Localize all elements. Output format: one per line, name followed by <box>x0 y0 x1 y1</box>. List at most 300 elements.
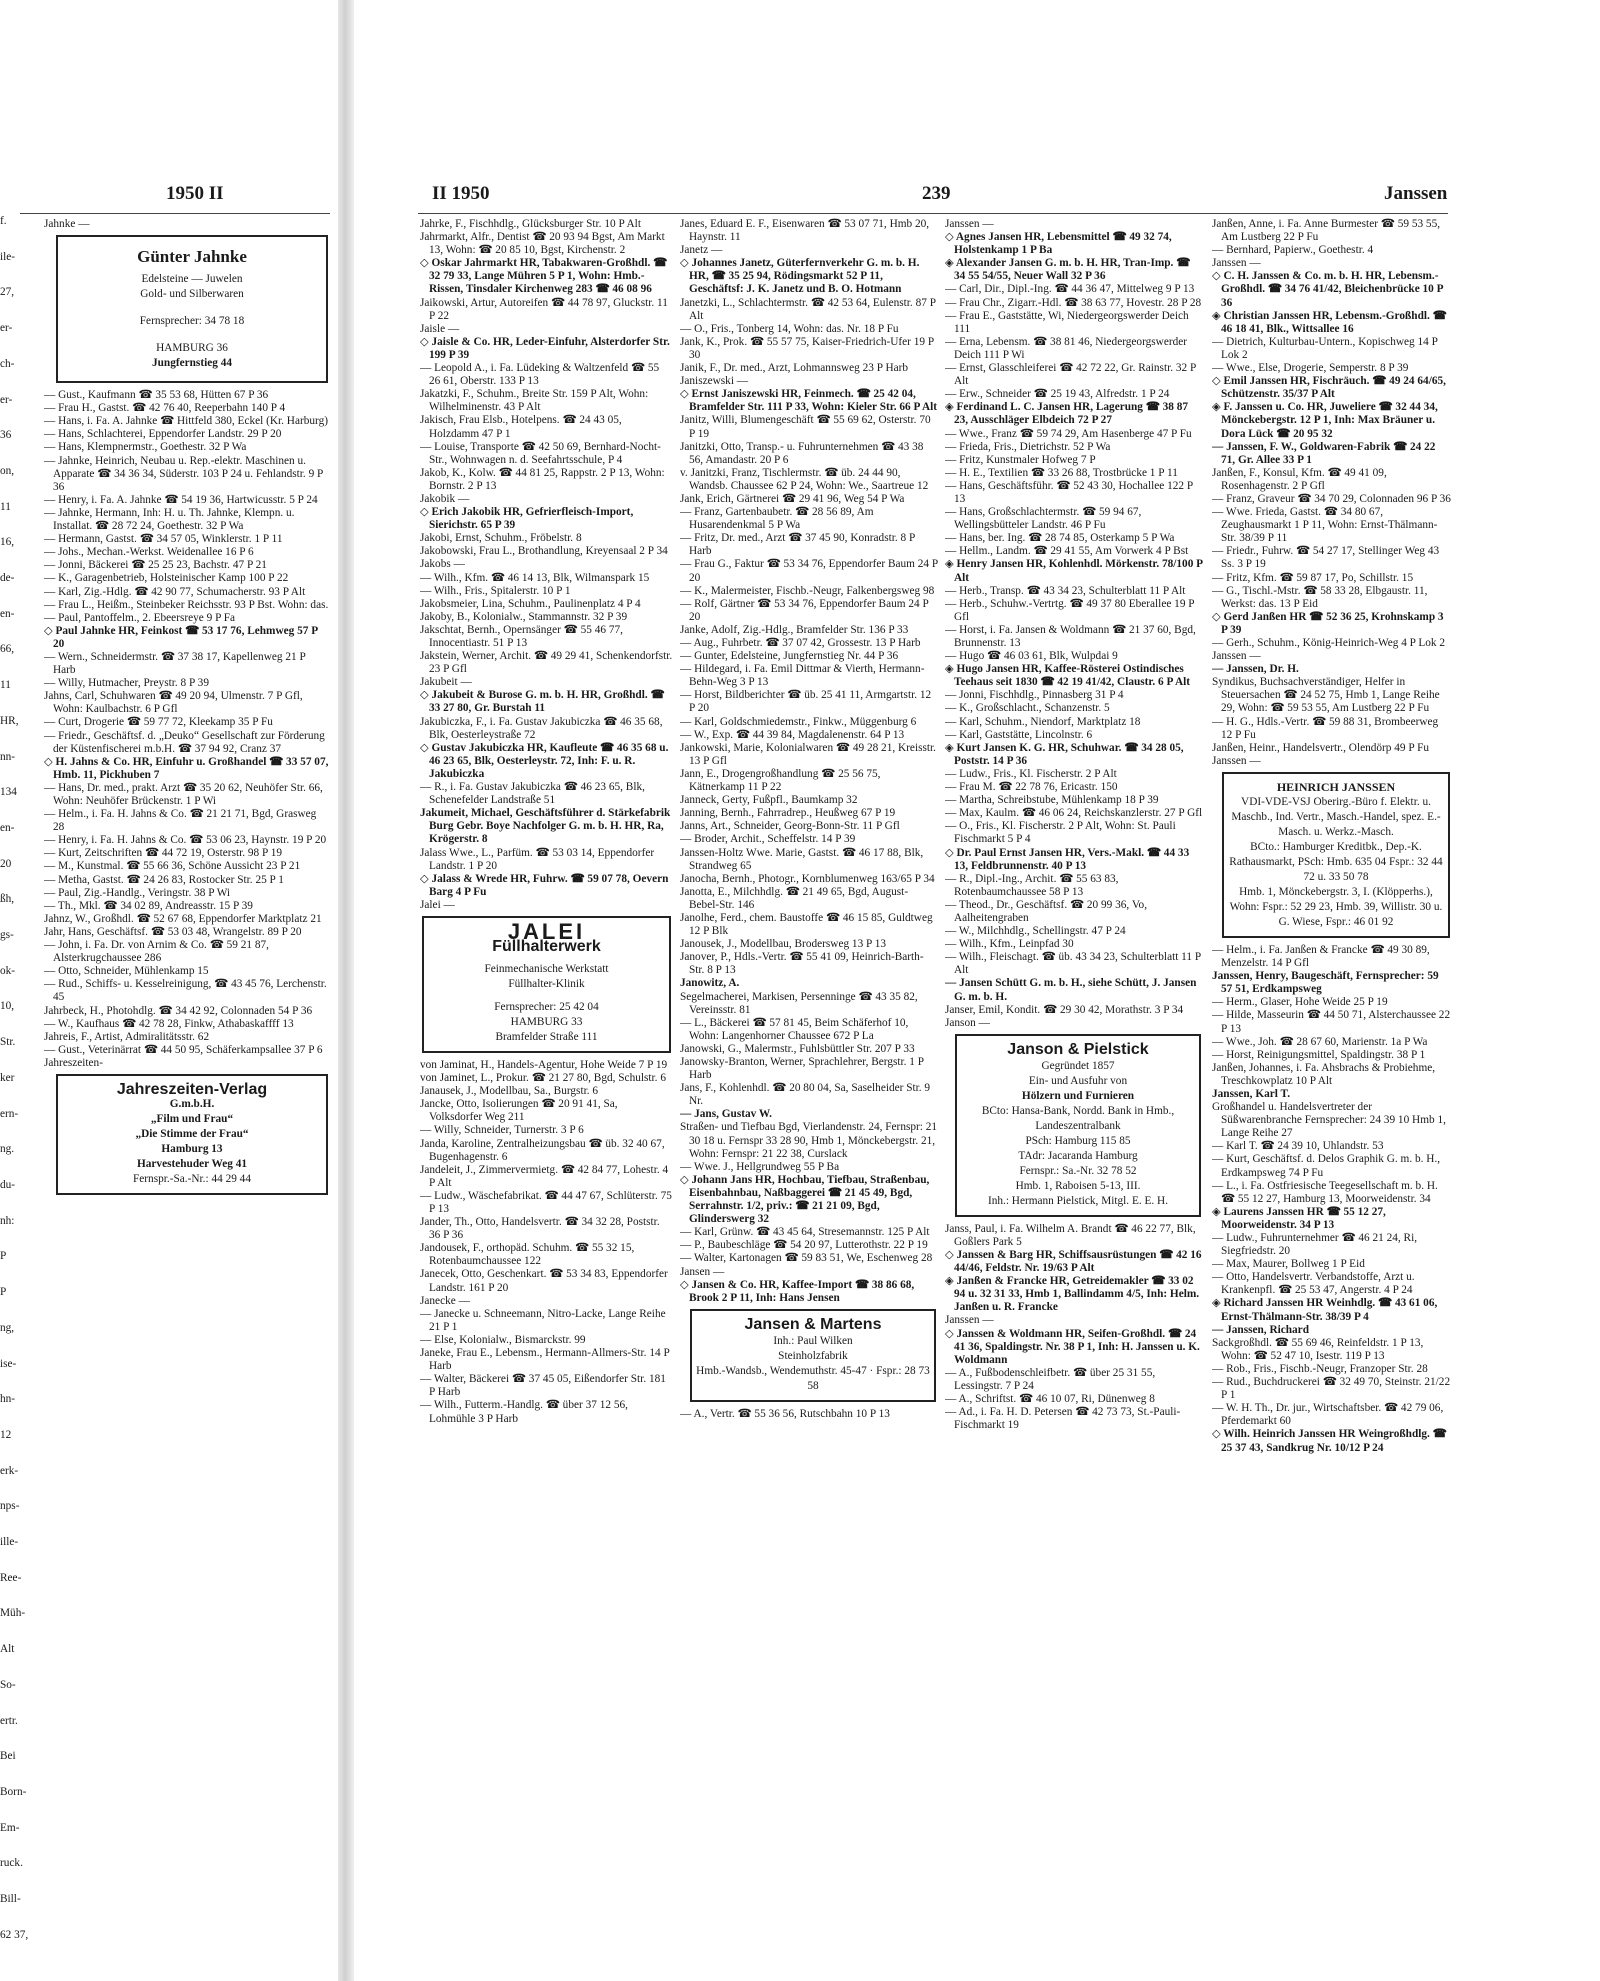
directory-entry: — Janssen, Dr. H. <box>1212 663 1299 676</box>
edge-fragment: ng. <box>0 1143 15 1156</box>
directory-entry: Jahns, Carl, Schuhwaren ☎ 49 20 94, Ulmenstr. 7 P Gfl, Wohn: Kaulbachstr. 6 P Gfl <box>44 690 303 716</box>
ad-line: BCto.: Hamburger Kreditbk., Dep.-K. Rathausmarkt, PSch: Hmb. 635 04 Fspr.: 32 44 72 u. 33 50 78 <box>1229 840 1443 883</box>
ad-title: HEINRICH JANSSEN <box>1276 779 1396 794</box>
directory-entry: ◇ Gustav Jakubiczka HR, Kaufleute ☎ 46 35 68 u. 46 23 65, Blk, Oesterleystr. 72, Inh: F. u. R. Jakubiczka <box>420 741 669 780</box>
edge-fragment: en- <box>0 607 15 620</box>
directory-entry: — Louise, Transporte ☎ 42 50 69, Bernhard-Nocht-Str., Wohnwagen n. d. Seefahrtsschule, P 4 <box>420 440 661 466</box>
ad-city: Hamburg 13 <box>161 1142 223 1155</box>
directory-entry: — Frau G., Faktur ☎ 53 34 76, Eppendorfer Baum 24 P 20 <box>680 558 938 584</box>
edge-fragment: P <box>0 1250 7 1263</box>
directory-entry: Jancke, Otto, Isolierungen ☎ 20 91 41, Sa, Volksdorfer Weg 211 <box>420 1098 618 1124</box>
directory-entry: Janßen, Heinr., Handelsvertr., Olendörp 49 P Fu <box>1212 741 1430 754</box>
ad-city: HAMBURG 33 <box>510 1015 583 1028</box>
ad-line: „Film und Frau“ <box>150 1112 234 1125</box>
directory-entry: Janssen, Karl T. <box>1212 1087 1291 1100</box>
edge-fragment: 62 37, <box>0 1928 29 1941</box>
directory-entry: Janowitz, A. <box>680 977 740 990</box>
ad-phone: Fernsprecher: 34 78 18 <box>139 315 245 328</box>
edge-fragment: ßh, <box>0 893 15 906</box>
directory-entry: Jalass Wwe., L., Parfüm. ☎ 53 03 14, Eppendorfer Landstr. 1 P 20 <box>420 846 655 872</box>
edge-fragment: 66, <box>0 643 15 656</box>
ad-city: HAMBURG 36 <box>156 342 228 355</box>
directory-entry: — Wilh., Fleischagt. ☎ üb. 43 34 23, Schulterblatt 11 P Alt <box>945 951 1201 977</box>
directory-entry: ◇ Jaisle & Co. HR, Leder-Einfuhr, Alsterdorfer Str. 199 P 39 <box>420 335 670 361</box>
right-header-right: Janssen <box>1384 183 1448 204</box>
ad-title: Jansen & Martens <box>744 1315 882 1333</box>
directory-entry: — Wilh., Kfm., Leinpfad 30 <box>945 938 1074 951</box>
directory-entry: Jahrke, F., Fischhdlg., Glücksburger Str. 10 P Alt <box>420 218 641 230</box>
directory-entry: — Hans, Klempnermstr., Goethestr. 32 P Wa <box>44 441 247 454</box>
directory-entry: — Frau M. ☎ 22 78 76, Ericastr. 150 <box>945 781 1118 794</box>
edge-fragment: 27, <box>0 286 15 299</box>
column-2-entries <box>680 218 938 1305</box>
edge-fragment: gs- <box>0 929 14 942</box>
directory-entry: ◈ Alexander Jansen G. m. b. H. HR, Tran-Imp. ☎ 34 55 54/55, Neuer Wall 32 P 36 <box>945 257 1191 283</box>
column-4 <box>1212 218 1452 1968</box>
directory-entry: Jakobsmeier, Lina, Schuhm., Paulinenplatz 4 P 4 <box>420 597 641 610</box>
directory-entry: — K., Großschlacht., Schanzenstr. 5 <box>945 702 1110 715</box>
directory-entry: Jahreszeiten- <box>44 1056 103 1069</box>
directory-entry: — Broder, Archit., Scheffelstr. 14 P 39 <box>680 833 856 846</box>
directory-entry: Jakobowski, Frau L., Brothandlung, Kreyensaal 2 P 34 <box>420 545 668 558</box>
directory-entry: Janssen, Henry, Baugeschäft, Fernsprecher: 59 57 51, Erdkampsweg <box>1212 970 1439 996</box>
directory-entry: ◈ F. Janssen u. Co. HR, Juweliere ☎ 32 44 34, Mönckebergstr. 12 P 1, Inh: Max Bräuner u. Dora Lück ☎ 20 95 32 <box>1212 401 1438 440</box>
directory-entry: — A., Schriftst. ☎ 46 10 07, Ri, Dünenweg 8 <box>945 1393 1155 1406</box>
edge-fragment: 16, <box>0 536 15 549</box>
edge-fragment: hn- <box>0 1393 16 1406</box>
ad-title: Jahreszeiten-Verlag <box>116 1080 268 1098</box>
ad-jansen-martens <box>690 1309 936 1402</box>
directory-entry: — Frau L., Heißm., Steinbeker Reichsstr. 93 P Bst. Wohn: das. <box>44 598 329 611</box>
directory-entry: ◇ Wilh. Heinrich Janssen HR Weingroßhdlg. ☎ 25 37 43, Sandkrug Nr. 10/12 P 24 <box>1212 1428 1447 1454</box>
directory-entry: — Frau H., Gastst. ☎ 42 76 40, Reeperbahn 140 P 4 <box>44 402 286 415</box>
directory-entry: — W., Kaufhaus ☎ 42 78 28, Finkw, Athabaskaffff 13 <box>44 1017 294 1030</box>
directory-entry: ◇ Oskar Jahrmarkt HR, Tabakwaren-Großhdl. ☎ 32 79 33, Lange Mühren 5 P 1, Wohn: Hmb.-Rissen, Tinsdaler Kirchenweg 283 ☎ 46 08 96 <box>420 257 668 296</box>
directory-entry: ◇ Johann Jans HR, Hochbau, Tiefbau, Straßenbau, Eisenbahnbau, Naßbaggerei ☎ 21 45 49, Bgd, Serrahnstr. 1/2, priv.: ☎ 21 21 09, Bgd, Glinderswerg 32 <box>680 1173 930 1226</box>
directory-entry: Jank, K., Prok. ☎ 55 57 75, Kaiser-Friedrich-Ufer 19 P 30 <box>680 335 934 361</box>
directory-entry: — Gerh., Schuhm., König-Heinrich-Weg 4 P Lok 2 <box>1212 637 1446 649</box>
directory-entry: — Curt, Drogerie ☎ 59 77 72, Kleekamp 35 P Fu <box>44 716 273 729</box>
directory-entry: — Jans, Gustav W. <box>680 1108 772 1121</box>
directory-entry: — Hellm., Landm. ☎ 29 41 55, Am Vorwerk 4 P Bst <box>945 545 1189 558</box>
directory-entry: — Henry, i. Fa. H. Jahns & Co. ☎ 53 06 23, Haynstr. 19 P 20 <box>44 834 327 847</box>
directory-entry: Großhandel u. Handelsvertreter der Süßwarenbranche Fernsprecher: 24 39 10 Hmb 1, Lange Reihe 27 <box>1212 1101 1446 1140</box>
directory-entry: Jahr, Hans, Geschäftsf. ☎ 53 03 48, Wrangelstr. 89 P 20 <box>44 925 302 938</box>
edge-fragment: Bill- <box>0 1893 21 1906</box>
directory-entry: — Hans, Geschäftsführ. ☎ 52 43 30, Hochallee 122 P 13 <box>945 479 1193 505</box>
left-page-header: 1950 II <box>166 183 224 204</box>
ad-line: Inh.: Paul Wilken <box>773 1334 853 1347</box>
ad-street: Harvestehuder Weg 41 <box>136 1157 248 1170</box>
edge-fragment: nh: <box>0 1214 15 1227</box>
directory-entry: — Ludw., Wäschefabrikat. ☎ 44 47 67, Schlüterstr. 75 P 13 <box>420 1189 672 1215</box>
directory-entry: Janßen, Johannes, i. Fa. Ahsbrachs & Probiehme, Treschkowplatz 10 P Alt <box>1212 1061 1436 1087</box>
directory-entry: ◈ Laurens Janssen HR ☎ 55 12 27, Moorweidenstr. 34 P 13 <box>1212 1205 1386 1231</box>
column-1-entries-b <box>420 1059 673 1426</box>
ad-line: Edelsteine — Juwelen <box>141 273 243 286</box>
directory-entry: ◇ C. H. Janssen & Co. m. b. H. HR, Lebensm.-Großhdl. ☎ 34 76 41/42, Bleichenbrücke 10 P 36 <box>1212 270 1443 309</box>
directory-entry: Jalei — <box>420 898 455 911</box>
directory-entry: — Hildegard, i. Fa. Emil Dittmar & Vierth, Hermann-Behn-Weg 3 P 13 <box>680 663 925 689</box>
directory-entry: Jans, F., Kohlenhdl. ☎ 20 80 04, Sa, Saselheider Str. 9 Nr. <box>680 1082 931 1108</box>
directory-entry: — Hermann, Gastst. ☎ 34 57 05, Winklerstr. 1 P 11 <box>44 533 283 546</box>
directory-entry: — Gust., Kaufmann ☎ 35 53 68, Hütten 67 P 36 <box>44 389 269 402</box>
directory-entry: ◇ Jansen & Co. HR, Kaffee-Import ☎ 38 86 68, Brook 2 P 11, Inh: Hans Jensen <box>680 1278 915 1304</box>
directory-entry: — Wern., Schneidermstr. ☎ 37 38 17, Kapellenweg 21 P Harb <box>44 650 306 677</box>
edge-fragment: en- <box>0 821 15 834</box>
directory-entry: ◈ Christian Janssen HR, Lebensm.-Großhdl. ☎ 46 18 41, Blk., Wittsallee 16 <box>1212 309 1447 335</box>
ad-line: Feinmechanische Werkstatt <box>484 962 609 975</box>
ad-line: G.m.b.H. <box>169 1097 215 1110</box>
directory-entry: Janssen — <box>945 218 994 230</box>
directory-entry: — Hans, Dr. med., prakt. Arzt ☎ 35 20 62, Neuhöfer Str. 66, Wohn: Neuhöfer Brückenstr. 1 P Wi <box>44 781 323 807</box>
directory-entry: ◇ Gerd Janßen HR ☎ 52 36 25, Krohnskamp 3 P 39 <box>1212 610 1444 636</box>
directory-entry: — Jonni, Bäckerei ☎ 25 25 23, Bachstr. 47 P 21 <box>44 559 267 572</box>
directory-entry: ◇ Jalass & Wrede HR, Fuhrw. ☎ 59 07 78, Oevern Barg 4 P Fu <box>420 872 669 898</box>
directory-entry: — Horst, i. Fa. Jansen & Woldmann ☎ 21 37 60, Bgd, Brunnenstr. 13 <box>945 623 1196 649</box>
column-1-entries <box>420 218 673 912</box>
directory-entry: — Paul, Zig.-Handlg., Veringstr. 38 P Wi <box>44 886 231 899</box>
directory-entry: — Karl, Goldschmiedemstr., Finkw., Müggenburg 6 <box>680 715 917 728</box>
edge-fragment: f. <box>0 215 7 227</box>
directory-entry: — Wwe., Else, Drogerie, Semperstr. 8 P 39 <box>1212 362 1409 375</box>
ad-line: „Die Stimme der Frau“ <box>135 1127 249 1140</box>
directory-entry: Jakubiczka, F., i. Fa. Gustav Jakubiczka ☎ 46 35 68, Blk, Oesterleystraße 72 <box>420 715 663 741</box>
directory-entry: Jahrmarkt, Alfr., Dentist ☎ 20 93 94 Bgst, Am Markt 13, Wohn: ☎ 20 85 10, Bgst, Kirchenstr. 2 <box>420 231 665 257</box>
ad-street: Jungfernstieg 44 <box>151 357 233 370</box>
directory-entry: Janssen — <box>1212 650 1261 663</box>
directory-entry: — Aug., Fuhrbetr. ☎ 37 07 42, Grossestr. 13 P Harb <box>680 637 921 649</box>
edge-fragment: ok- <box>0 964 16 977</box>
left-column <box>44 218 330 1968</box>
directory-entry: — R., i. Fa. Gustav Jakubiczka ☎ 46 23 65, Blk, Schenefelder Landstraße 51 <box>420 781 645 807</box>
directory-entry: — H. E., Textilien ☎ 33 26 88, Trostbrücke 1 P 11 <box>945 466 1178 479</box>
ad-line: Inh.: Hermann Pielstick, Mitgl. E. E. H. <box>987 1194 1169 1207</box>
directory-entry: — Max, Maurer, Bollweg 1 P Eid <box>1212 1258 1365 1271</box>
edge-fragment: 36 <box>0 429 12 442</box>
directory-entry: — Max, Kaulm. ☎ 46 06 24, Reichskanzlerstr. 27 P Gfl <box>945 807 1203 820</box>
directory-entry: Janotta, E., Milchhdlg. ☎ 21 49 65, Bgd, August-Bebel-Str. 146 <box>680 885 909 911</box>
directory-entry: — Paul, Pantoffelm., 2. Ebeersreye 9 P Fa <box>44 611 236 624</box>
directory-entry: Janolhe, Ferd., chem. Baustoffe ☎ 46 15 85, Guldtweg 12 P Blk <box>680 911 933 938</box>
edge-fragment: P <box>0 1286 7 1299</box>
edge-fragment: HR, <box>0 714 19 727</box>
edge-fragment: 11 <box>0 500 11 513</box>
directory-entry: — Janssen, F. W., Goldwaren-Fabrik ☎ 24 22 71, Gr. Allee 33 P 1 <box>1212 440 1436 466</box>
directory-entry: Jankowski, Marie, Kolonialwaren ☎ 49 28 21, Kreisstr. 13 P Gfl <box>680 741 936 767</box>
directory-entry: — Martha, Schreibstube, Mühlenkamp 18 P 39 <box>945 794 1159 807</box>
directory-entry: — Walter, Kartonagen ☎ 59 83 51, We, Eschenweg 28 <box>680 1252 933 1265</box>
directory-entry: — Rud., Buchdruckerei ☎ 32 49 70, Steinstr. 21/22 P 1 <box>1212 1376 1451 1402</box>
directory-entry: — Gust., Veterinärrat ☎ 44 50 95, Schäferkampsallee 37 P 6 <box>44 1043 323 1056</box>
directory-entry: ◈ Ferdinand L. C. Jansen HR, Lagerung ☎ 38 87 23, Ausschläger Elbdeich 72 P 27 <box>945 401 1189 427</box>
directory-entry: — Ludw., Fris., Kl. Fischerstr. 2 P Alt <box>945 767 1117 780</box>
edge-fragment: 20 <box>0 857 12 870</box>
edge-fragment: 10, <box>0 1000 15 1013</box>
directory-entry: — Frieda, Fris., Dietrichstr. 52 P Wa <box>945 440 1111 453</box>
directory-entry: — Hugo ☎ 46 03 61, Blk, Wulpdai 9 <box>945 650 1118 663</box>
ad-street: Bramfelder Straße 111 <box>495 1030 598 1043</box>
directory-entry: — Wwe. Frieda, Gastst. ☎ 34 80 67, Zeughausmarkt 1 P 11, Wohn: Ernst-Thälmann-Str. 38/39 P 11 <box>1212 506 1438 545</box>
directory-entry: — Wilh., Futterm.-Handlg. ☎ über 37 12 56, Lohmühle 3 P Harb <box>420 1399 628 1425</box>
ad-phone: Fernspr.: Sa.-Nr. 32 78 52 <box>1019 1164 1137 1177</box>
right-header-left: II 1950 <box>432 183 490 204</box>
directory-entry: Jakatzki, F., Schuhm., Breite Str. 159 P Alt, Wohn: Wilhelminenstr. 43 P Alt <box>420 388 649 414</box>
directory-entry: Janowski, G., Malermstr., Fuhlsbüttler Str. 207 P 33 <box>680 1042 915 1055</box>
directory-entry: — Herb., Schuhw.-Vertrtg. ☎ 49 37 80 Eberallee 19 P Gfl <box>945 597 1195 623</box>
directory-entry: — Franz, Graveur ☎ 34 70 29, Colonnaden 96 P 36 <box>1212 492 1451 505</box>
edge-fragment: Ree- <box>0 1571 22 1584</box>
edge-fragment: erk- <box>0 1464 19 1477</box>
directory-entry: — Hans, ber. Ing. ☎ 28 74 85, Osterkamp 5 P Wa <box>945 532 1175 545</box>
directory-entry: — Erw., Schneider ☎ 25 19 43, Alfredstr. 1 P 24 <box>945 388 1170 401</box>
edge-fragment: de- <box>0 572 15 585</box>
directory-entry: Janser, Emil, Kondit. ☎ 29 30 42, Morathstr. 3 P 34 <box>945 1003 1184 1016</box>
directory-entry: — O., Fris., Tonberg 14, Wohn: das. Nr. 18 P Fu <box>680 322 899 335</box>
directory-entry: Janecke — <box>420 1294 470 1307</box>
directory-entry: Jahreis, F., Artist, Admiralitätsstr. 62 <box>44 1030 210 1043</box>
directory-entry: ◇ Jakubeit & Burose G. m. b. H. HR, Großhdl. ☎ 33 27 80, Gr. Burstah 11 <box>420 689 665 715</box>
directory-entry: Jakstein, Werner, Archit. ☎ 49 29 41, Schenkendorfstr. 23 P Gfl <box>420 650 673 676</box>
ad-title: Janson & Pielstick <box>1007 1040 1149 1058</box>
directory-entry: — Ad., i. Fa. H. D. Petersen ☎ 42 73 73, St.-Pauli-Fischmarkt 19 <box>945 1406 1181 1432</box>
ad-phone: Fernsprecher: 25 42 04 <box>494 1000 599 1013</box>
directory-entry: — Wwe., Joh. ☎ 28 67 60, Marienstr. 1a P Wa <box>1212 1035 1428 1048</box>
directory-entry: — Wwe., Franz ☎ 59 74 29, Am Hasenberge 47 P Fu <box>945 427 1192 440</box>
directory-entry: — Herm., Glaser, Hohe Weide 25 P 19 <box>1212 996 1388 1009</box>
directory-entry: — M., Kunstmal. ☎ 55 66 36, Schöne Aussicht 23 P 21 <box>44 860 301 873</box>
edge-fragment: er- <box>0 322 13 335</box>
directory-entry: ◈ Kurt Jansen K. G. HR, Schuhwar. ☎ 34 28 05, Poststr. 14 P 36 <box>945 741 1184 767</box>
directory-entry: Jahnz, W., Großhdl. ☎ 52 67 68, Eppendorfer Marktplatz 21 <box>44 912 322 925</box>
directory-entry: ◈ Henry Jansen HR, Kohlenhdl. Mörkenstr. 78/100 P Alt <box>945 558 1203 584</box>
left-edge-fragments <box>0 215 40 1964</box>
directory-entry: ◇ Paul Jahnke HR, Feinkost ☎ 53 17 76, Lehmweg 57 P 20 <box>44 624 318 650</box>
directory-entry: — K., Garagenbetrieb, Holsteinischer Kamp 100 P 22 <box>44 572 289 585</box>
ad-line: PSch: Hamburg 115 85 <box>1025 1134 1131 1147</box>
directory-entry: — Rolf, Gärtner ☎ 53 34 76, Eppendorfer Baum 24 P 20 <box>680 597 929 623</box>
directory-entry: ◈ Janßen & Francke HR, Getreidemakler ☎ 33 02 94 u. 32 31 33, Hmb 1, Ballindamm 4/5, Inh: Helm. Janßen u. R. Francke <box>945 1275 1200 1314</box>
directory-entry: — Janecke u. Schneemann, Nitro-Lacke, Lange Reihe 21 P 1 <box>420 1307 666 1333</box>
directory-entry: — Willy, Schneider, Turnerstr. 3 P 6 <box>420 1124 584 1137</box>
edge-fragment: 12 <box>0 1428 12 1441</box>
edge-fragment: ise- <box>0 1357 17 1370</box>
directory-entry: Janecek, Otto, Geschenkart. ☎ 53 34 83, Eppendorfer Landstr. 161 P 20 <box>420 1268 668 1294</box>
column-2 <box>680 218 938 1968</box>
edge-fragment: nps- <box>0 1500 20 1513</box>
directory-entry: — Jahnke, Heinrich, Neubau u. Rep.-elektr. Maschinen u. Apparate ☎ 34 36 34, Süderstr. 103 P 24 u. Fehlandstr. 9 P 36 <box>44 454 323 493</box>
directory-entry: — Johs., Mechan.-Werkst. Weidenallee 16 P 6 <box>44 546 254 559</box>
directory-entry: — Otto, Handelsvertr. Verbandstoffe, Arzt u. Krankenpfl. ☎ 25 53 47, Angerstr. 4 P 24 <box>1212 1271 1415 1297</box>
ad-line: Steinholzfabrik <box>778 1349 848 1362</box>
directory-entry: Jandousek, F., orthopäd. Schuhm. ☎ 55 32 15, Rotenbaumchaussee 122 <box>420 1242 635 1268</box>
directory-entry: Janssen-Holtz Wwe. Marie, Gastst. ☎ 46 17 88, Blk, Strandweg 65 <box>680 846 924 872</box>
directory-entry: — Hilde, Masseurin ☎ 44 50 71, Alsterchaussee 22 P 13 <box>1212 1009 1451 1035</box>
edge-fragment: Str. <box>0 1036 16 1049</box>
column-1 <box>420 218 673 1968</box>
ad-jahreszeiten-verlag <box>56 1074 328 1195</box>
directory-entry: — Hans, i. Fa. A. Jahnke ☎ Hittfeld 380, Eckel (Kr. Harburg) <box>44 415 328 428</box>
directory-entry: Jank, Erich, Gärtnerei ☎ 29 41 96, Weg 54 P Wa <box>680 492 905 505</box>
directory-entry: — Walter, Bäckerei ☎ 37 45 05, Eißendorfer Str. 181 P Harb <box>420 1373 666 1399</box>
directory-entry: — Herb., Transp. ☎ 43 34 23, Schulterblatt 11 P Alt <box>945 584 1186 597</box>
directory-entry: — Rob., Fris., Fischb.-Neugr, Franzoper Str. 28 <box>1212 1362 1428 1375</box>
directory-entry: ◇ Erich Jakobik HR, Gefrierfleisch-Import, Sierichstr. 65 P 39 <box>420 506 634 532</box>
column-2-entries-b <box>680 1408 938 1421</box>
edge-fragment: er- <box>0 393 13 406</box>
directory-entry: — Theod., Dr., Geschäftsf. ☎ 20 99 36, Vo, Aalheitengraben <box>945 898 1148 924</box>
directory-entry: Jakubeit — <box>420 676 472 689</box>
directory-entry: Janssen — <box>945 1314 994 1327</box>
directory-entry: — Jansen Schütt G. m. b. H., siehe Schütt, J. Jansen G. m. b. H. <box>945 977 1197 1003</box>
directory-entry: — W. H. Th., Dr. jur., Wirtschaftsber. ☎ 42 79 06, Pferdemarkt 60 <box>1212 1402 1444 1428</box>
directory-entry: Jakobik — <box>420 492 470 505</box>
edge-fragment: ertr. <box>0 1714 18 1727</box>
directory-entry: Jakumeit, Michael, Geschäftsführer d. Stärkefabrik Burg Gebr. Boye Nachfolger G. m. b. H. HR, Ra, Krögerstr. 8 <box>420 807 671 846</box>
directory-entry: Jakobs — <box>420 558 465 571</box>
directory-entry: Jakoby, B., Kolonialw., Stammannstr. 32 P 39 <box>420 610 628 623</box>
directory-entry: — W., Exp. ☎ 44 39 84, Magdalenenstr. 64 P 13 <box>680 728 905 741</box>
directory-entry: Jandeleit, J., Zimmervermietg. ☎ 42 84 77, Lohestr. 4 P Alt <box>420 1163 669 1189</box>
directory-entry: Janik, F., Dr. med., Arzt, Lohmannsweg 23 P Harb <box>680 362 909 375</box>
edge-fragment: ile- <box>0 250 16 263</box>
directory-entry: von Jaminat, H., Handels-Agentur, Hohe Weide 7 P 19 <box>420 1058 668 1071</box>
column-3 <box>945 218 1203 1968</box>
ad-line: TAdr: Jacaranda Hamburg <box>1018 1149 1138 1162</box>
edge-fragment: ruck. <box>0 1857 23 1870</box>
ad-line: Ein- und Ausfuhr von <box>1028 1074 1128 1087</box>
directory-entry: — A., Fußbodenschleifbetr. ☎ über 25 31 55, Lessingstr. 7 P 24 <box>945 1366 1156 1392</box>
directory-entry: — K., Malermeister, Fischb.-Neugr, Falkenbergsweg 98 <box>680 584 935 597</box>
directory-entry: — Helm., i. Fa. Janßen & Francke ☎ 49 30 89, Menzelstr. 14 P Gfl <box>1212 943 1430 970</box>
edge-fragment: So- <box>0 1678 16 1691</box>
directory-entry: Janßen, F., Konsul, Kfm. ☎ 49 41 09, Rosenhagenstr. 2 P Gfl <box>1212 466 1387 492</box>
edge-fragment: ch- <box>0 357 15 370</box>
directory-entry: — Karl T. ☎ 24 39 10, Uhlandstr. 53 <box>1212 1140 1384 1153</box>
directory-entry: Janowsky-Branton, Werner, Sprachlehrer, Bergstr. 1 P Harb <box>680 1056 924 1082</box>
directory-entry: Janes, Eduard E. F., Eisenwaren ☎ 53 07 71, Hmb 20, Haynstr. 11 <box>680 218 930 244</box>
directory-entry: — Hans, Großschlachtermstr. ☎ 59 94 67, Wellingsbütteler Landstr. 46 P Fu <box>945 506 1142 532</box>
directory-entry: — Wwe. J., Hellgrundweg 55 P Ba <box>680 1160 840 1173</box>
directory-entry: Janning, Bernh., Fahrradrep., Heußweg 67 P 19 <box>680 807 896 820</box>
ad-street: Hmb. 1, Raboisen 5-13, III. <box>1015 1179 1141 1192</box>
ad-jalei <box>422 916 671 1053</box>
directory-entry: — Karl, Gaststätte, Lincolnstr. 6 <box>945 728 1093 741</box>
directory-entry: — Hans, Schlachterei, Eppendorfer Landstr. 29 P 20 <box>44 428 282 441</box>
directory-entry: ◇ H. Jahns & Co. HR, Einfuhr u. Großhandel ☎ 33 57 07, Hmb. 11, Pickhuben 7 <box>44 755 329 781</box>
directory-entry: ◈ Hugo Jansen HR, Kaffee-Rösterei Ostindisches Teehaus seit 1830 ☎ 42 19 41/42, Claustr. 6 P Alt <box>945 663 1191 689</box>
directory-entry: — Erna, Lebensm. ☎ 38 81 46, Niedergeorgswerder Deich 111 P Wi <box>945 335 1188 361</box>
directory-entry: Jaisle — <box>420 322 460 335</box>
directory-entry: — Frau E., Gaststätte, Wi, Niedergeorgswerder Deich 111 <box>945 309 1189 335</box>
directory-entry: Janßen, Anne, i. Fa. Anne Burmester ☎ 59 53 55, Am Lustberg 22 P Fu <box>1212 218 1441 244</box>
column-4-entries <box>1212 218 1452 768</box>
directory-entry: — Karl, Schuhm., Niendorf, Marktplatz 18 <box>945 715 1141 728</box>
directory-entry: — A., Vertr. ☎ 55 36 56, Rutschbahn 10 P 13 <box>680 1407 890 1420</box>
directory-entry: Janiszewski — <box>680 375 749 388</box>
directory-entry: Jander, Th., Otto, Handelsvertr. ☎ 34 32 28, Poststr. 36 P 36 <box>420 1216 660 1242</box>
ad-line: Hmb.-Wandsb., Wendemuthstr. 45-47 · Fspr.: 28 73 58 <box>696 1364 930 1392</box>
ad-phone: Fernspr.-Sa.-Nr.: 44 29 44 <box>133 1172 251 1185</box>
directory-entry: — Fritz, Kunstmaler Hofweg 7 P <box>945 453 1096 466</box>
directory-entry: von Jaminet, L., Prokur. ☎ 21 27 80, Bgd, Schulstr. 6 <box>420 1072 666 1085</box>
ad-line: VDI-VDE-VSJ Oberirg.-Büro f. Elektr. u. Maschb., Ind. Vertr., Masch.-Handel, spez. E.-Masch. u. Werkz.-Masch. <box>1231 795 1441 838</box>
directory-entry: Jakschtat, Bernh., Opernsänger ☎ 55 46 77, Innocentiastr. 51 P 13 <box>420 623 623 649</box>
directory-entry: ◇ Janssen & Barg HR, Schiffsausrüstungen ☎ 42 16 44/46, Feldstr. Nr. 19/63 P Alt <box>945 1249 1202 1275</box>
ad-line: Gold- und Silberwaren <box>140 288 244 301</box>
directory-entry: — Dietrich, Kulturbau-Untern., Kopischweg 14 P Lok 2 <box>1212 335 1438 361</box>
edge-fragment: 134 <box>0 786 17 799</box>
page-number: 239 <box>922 183 951 204</box>
column-4-entries-b <box>1212 944 1452 1455</box>
directory-entry: — Friedr., Geschäftsf. d. „Deuko“ Gesellschaft zur Förderung der Küstenfischerei m.b.H. ☎ 37 94 92, Cranz 37 <box>44 729 325 755</box>
directory-entry: Janns, Art., Schneider, Georg-Bonn-Str. 11 P Gfl <box>680 820 900 833</box>
directory-entry: — O., Fris., Kl. Fischerstr. 2 P Alt, Wohn: St. Pauli Fischmarkt 5 P 4 <box>945 820 1176 846</box>
directory-entry: Janson — <box>945 1016 990 1029</box>
edge-fragment: Em- <box>0 1821 20 1834</box>
edge-fragment: on, <box>0 464 15 477</box>
directory-entry: Jann, E., Drogengroßhandlung ☎ 25 56 75, Kätnerkamp 11 P 22 <box>680 767 881 794</box>
directory-entry: Janousek, J., Modellbau, Brodersweg 13 P 13 <box>680 938 887 951</box>
directory-entry: — Ernst, Glasschleiferei ☎ 42 72 22, Gr. Rainstr. 32 P Alt <box>945 362 1196 388</box>
directory-entry: v. Janitzki, Franz, Tischlermstr. ☎ üb. 24 44 90, Wandsb. Chaussee 62 P 24, Wohn: We., Saartreue 12 <box>680 466 929 492</box>
directory-entry: — R., Dipl.-Ing., Archit. ☎ 55 63 83, Rotenbaumchaussee 58 P 13 <box>945 872 1119 898</box>
directory-entry: — Franz, Gartenbaubetr. ☎ 28 56 89, Am Husarendenkmal 5 P Wa <box>680 506 874 532</box>
directory-entry: Janitz, Willi, Blumengeschäft ☎ 55 69 62, Osterstr. 70 P 19 <box>680 414 931 440</box>
ad-line: Gegründet 1857 <box>1041 1059 1115 1072</box>
ad-title: JALEI <box>507 918 586 944</box>
edge-fragment: Born- <box>0 1785 27 1798</box>
edge-fragment: ille- <box>0 1536 19 1549</box>
directory-entry: Janda, Karoline, Zentralheizungsbau ☎ üb. 32 40 67, Bugenhagenstr. 6 <box>420 1137 665 1163</box>
directory-entry: Segelmacherei, Markisen, Persenninge ☎ 43 35 82, Vereinsstr. 81 <box>680 990 918 1016</box>
edge-fragment: ker <box>0 1071 15 1084</box>
directory-entry: ◇ Dr. Paul Ernst Jansen HR, Vers.-Makl. ☎ 44 33 13, Feldbrunnenstr. 40 P 13 <box>945 846 1190 872</box>
directory-entry: — Carl, Dir., Dipl.-Ing. ☎ 44 36 47, Mittelweg 9 P 13 <box>945 283 1195 296</box>
directory-entry: — Ludw., Fuhrunternehmer ☎ 46 21 24, Ri, Siegfriedstr. 20 <box>1212 1232 1418 1258</box>
directory-entry: — Friedr., Fuhrw. ☎ 54 27 17, Stellinger Weg 43 Ss. 3 P 19 <box>1212 545 1440 571</box>
directory-entry: Jansen — <box>680 1265 725 1278</box>
directory-entry: — Leopold A., i. Fa. Lüdeking & Waltzenfeld ☎ 55 26 61, Oberstr. 133 P 13 <box>420 362 660 388</box>
ad-heinrich-janssen <box>1222 772 1450 938</box>
directory-entry: — H. G., Hdls.-Vertr. ☎ 59 88 31, Brombeerweg 12 P Fu <box>1212 715 1439 741</box>
edge-fragment: du- <box>0 1178 16 1191</box>
directory-entry: — Willy, Hutmacher, Preystr. 8 P 39 <box>44 677 209 690</box>
ad-line: Hmb. 1, Mönckebergstr. 3, I. (Klöpperhs.), Wohn: Fspr.: 52 29 23, Hmb. 39, Willistr. 30 u. G. Wiese, Fspr.: 46 01 92 <box>1229 885 1443 928</box>
directory-entry: — Else, Kolonialw., Bismarckstr. 99 <box>420 1333 586 1346</box>
column-3-entries <box>945 218 1203 1030</box>
directory-entry: — L., i. Fa. Ostfriesische Teegesellschaft m. b. H. ☎ 55 12 27, Hamburg 13, Moorweidenstr. 34 <box>1212 1179 1438 1205</box>
directory-entry: Straßen- und Tiefbau Bgd, Vierlandenstr. 24, Fernspr: 21 30 18 u. Fernspr 33 28 90, Hmb 1, Mönckebergstr. 21, Wohn: Fernspr: 21 22 38, Curslack <box>680 1121 938 1160</box>
directory-entry: — Gunter, Edelsteine, Jungfernstieg Nr. 44 P 36 <box>680 650 899 663</box>
ad-title: Günter Jahnke <box>137 247 247 267</box>
directory-entry: Janover, P., Hdls.-Vertr. ☎ 55 41 09, Heinrich-Barth-Str. 8 P 13 <box>680 951 924 977</box>
edge-fragment: Alt <box>0 1643 15 1656</box>
left-entry-list <box>44 389 330 1070</box>
directory-entry: — Wilh., Kfm. ☎ 46 14 13, Blk, Wilmanspark 15 <box>420 571 650 584</box>
ad-line: BCto: Hansa-Bank, Nordd. Bank in Hmb., Landeszentralbank <box>981 1104 1175 1132</box>
edge-fragment: nn- <box>0 750 16 763</box>
column-3-entries-b <box>945 1223 1203 1433</box>
directory-entry: Janssen — <box>1212 754 1261 767</box>
directory-entry: Sackgroßhdl. ☎ 55 69 46, Reinfeldstr. 1 P 13, Wohn: ☎ 52 47 10, Isestr. 119 P 13 <box>1212 1336 1424 1362</box>
edge-fragment: 11 <box>0 679 11 692</box>
directory-entry: — Metha, Gastst. ☎ 24 26 83, Rostocker Str. 25 P 1 <box>44 873 284 886</box>
directory-entry: Janausek, J., Modellbau, Sa., Burgstr. 6 <box>420 1085 599 1098</box>
directory-entry: Janneck, Gerty, Fußpfl., Baumkamp 32 <box>680 794 858 807</box>
directory-entry: — Henry, i. Fa. A. Jahnke ☎ 54 19 36, Hartwicusstr. 5 P 24 <box>44 493 318 506</box>
directory-entry: Jakob, K., Kolw. ☎ 44 81 25, Rappstr. 2 P 13, Wohn: Bornstr. 2 P 13 <box>420 466 665 492</box>
